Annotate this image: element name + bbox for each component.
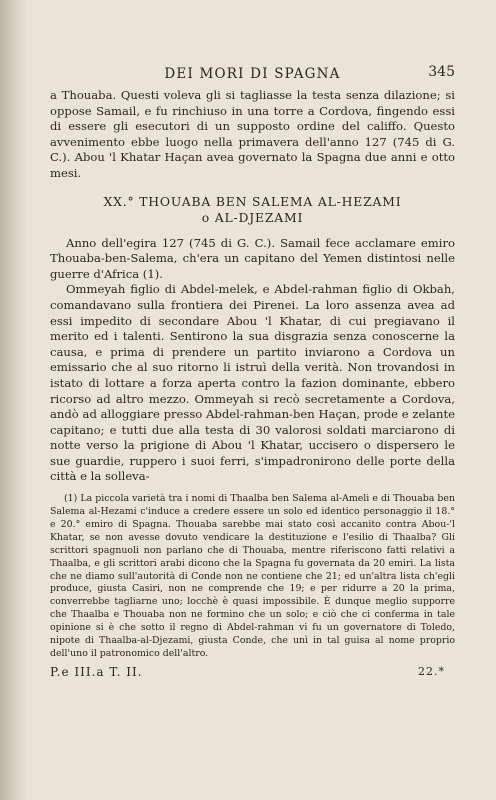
book-spine-shadow (0, 0, 28, 800)
heading-line-1: XX.° THOUABA BEN SALEMA AL-HEZAMI (103, 193, 402, 209)
footnote-spacer (50, 485, 455, 493)
signature-line (50, 665, 455, 681)
footnotes (50, 493, 455, 661)
running-head (50, 62, 455, 84)
page-number: 345 (428, 64, 455, 80)
paragraph-continuation: a Thouaba. Questi voleva gli si tagliasse la testa senza dilazione; si oppose Samail, e fu rinchiuso in una torre a Cordova, fingendo essi di essere gli esecutori di un supposto ordine del califfo. Questo avvenimento ebbe luogo nella primavera dell'anno 127 (745 di G. C.). Abou 'l Khatar Haçan avea governato la Spagna due anni e otto mesi. (50, 88, 455, 180)
heading-line-2: o AL-DJEZAMI (201, 209, 304, 225)
running-title: DEI MORI DI SPAGNA (164, 66, 341, 82)
paragraph-2: Anno dell'egira 127 (745 di G. C.). Samail fece acclamare emiro Thouaba-ben-Salema, ch'era un capitano del Yemen distintosi nelle guerre d'Africa (1). (50, 235, 455, 281)
signature-number: 22.* (418, 664, 445, 678)
paragraph-3: Ommeyah figlio di Abdel-melek, e Abdel-rahman figlio di Okbah, comandavano sulla frontiera dei Pirenei. La loro assenza avea ad essi impedito di secondare Abou 'l Khatar, di cui pregiavano il merito ed i talenti. Sentirono la sua disgrazia senza conoscerne la causa, e prima di prendere un partito inviarono a Cordova un emissario che al suo ritorno li istruì della verità. Non trovandosi in istato di lottare a forza aperta contro la fazion dominante, ebbero ricorso ad altro mezzo. Ommeyah si recò secretamente a Cordova, andò ad alloggiare presso Abdel-rahman-ben Haçan, prode e zelante capitano; e tutti due alla testa di 30 valorosi soldati marciarono di notte verso la prigione di Abou 'l Khatar, uccisero o dispersero le sue guardie, ruppero i suoi ferri, s'impadronirono delle porte della città e la solleva- (50, 282, 455, 484)
footnote-1: (1) La piccola varietà tra i nomi di Thaalba ben Salema al-Ameli e di Thouaba ben Salema al-Hezami c'induce a credere essere un solo ed identico personaggio il 18.° e 20.° emiro di Spagna. Thouaba sarebbe mai stato così accanito contra Abou-'l Khatar, se non avesse dovuto vendicare la destituzione e l'esilio di Thaalba? Gli scrittori spagnuoli non parlano che di Thouaba, mentre riferiscono fatti relativi a Thaalba, e gli scrittori arabi dicono che la Spagna fu governata da 20 emiri. La lista che ne diamo sull'autorità di Conde non ne contiene che 21; ed un'altra lista ch'egli produce, giusta Casiri, non ne comprende che 19; e per ridurre a 20 la prima, converrebbe tagliarne uno; locchè è quasi impossibile. È dunque meglio supporre che Thaalba e Thouaba non ne formino che un solo; e ciò che ci conferma in tale opinione si è che sotto il regno di Abdel-rahman vi fu un governatore di Toledo, nipote di Thaalba-al-Djezami, giusta Conde, che unì in tal guisa al nome proprio dell'uno il patronomico dell'altro. (50, 493, 455, 659)
book-page (50, 62, 455, 681)
section-heading (50, 194, 455, 226)
body-text (50, 88, 455, 485)
signature-mark: P.e III.a T. II. (50, 664, 143, 679)
